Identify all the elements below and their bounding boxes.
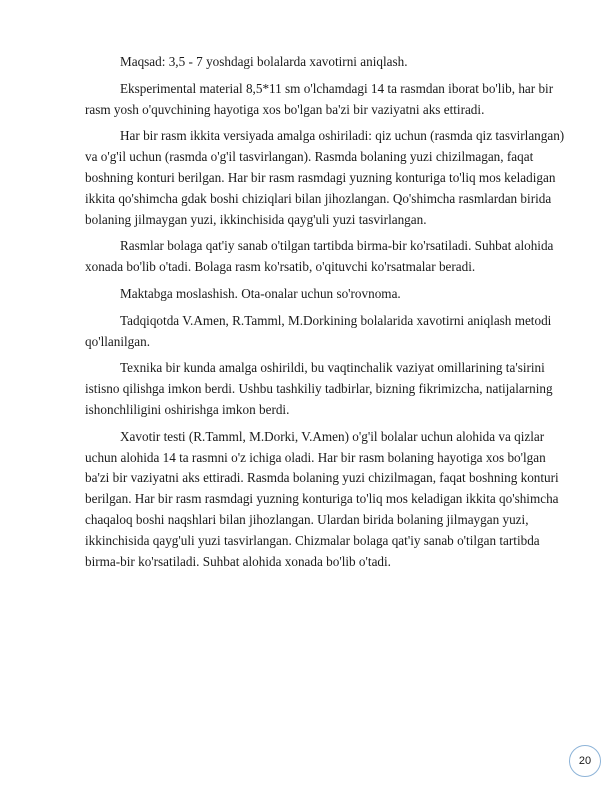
paragraph-versions: Har bir rasm ikkita versiyada amalga oshiriladi: qiz uchun (rasmda qiz tasvirlangan) va o'g'il uchun (rasmda o'g'il tasvirlangan). Rasmda bolaning yuzi chizilmagan, faqat boshning konturi berilgan. Har bir rasm rasmdagi yuzning konturiga to'liq mos keladigan ikkita qo'shimcha gdak boshi chiziqlari bilan jihozlangan. Qo'shimcha rasmlardan birida bolaning jilmaygan yuzi, ikkinchisida qayg'uli yuzi tasvirlangan. xyxy=(85,128,565,227)
paragraph-technique: Texnika bir kunda amalga oshirildi, bu vaqtinchalik vaziyat omillarining ta'sirini istisno qilishga imkon berdi. Ushbu tashkiliy tadbirlar, bizning fikrimizcha, natijalarning ishonchliligini oshirishga imkon berdi. xyxy=(85,360,553,417)
document-body xyxy=(85,52,569,578)
page-number: 20 xyxy=(578,755,592,767)
paragraph-questionnaire: Maktabga moslashish. Ota-onalar uchun so'rovnoma. xyxy=(120,285,401,301)
paragraph-material: Eksperimental material 8,5*11 sm o'lchamdagi 14 ta rasmdan iborat bo'lib, har bir rasm yosh o'quvchining hayotiga xos bo'lgan ba'zi bir vaziyatni aks ettiradi. xyxy=(85,80,554,117)
paragraph-anxiety-test: Xavotir testi (R.Tamml, M.Dorki, V.Amen) o'g'il bolalar uchun alohida va qizlar uchun alohida 14 ta rasmni o'z ichiga oladi. Har bir rasm bolaning hayotiga xos bo'lgan ba'zi bir vaziyatni aks ettiradi. Rasmda bolaning yuzi chizilmagan, faqat boshning konturi berilgan. Har bir rasm rasmdagi yuzning konturiga to'liq mos keladigan ikkita qo'shimcha chaqaloq boshi naqshlari bilan jihozlangan. Ulardan birida bolaning jilmaygan yuzi, ikkinchisida qayg'uli yuzi tasvirlangan. Chizmalar bolaga qat'iy sanab o'tilgan tartibda birma-bir ko'rsatiladi. Suhbat alohida xonada bo'lib o'tadi. xyxy=(85,428,559,569)
paragraph-method: Tadqiqotda V.Amen, R.Tamml, M.Dorkining bolalarida xavotirni aniqlash metodi qo'llanilgan. xyxy=(85,312,552,349)
paragraph-procedure: Rasmlar bolaga qat'iy sanab o'tilgan tartibda birma-bir ko'rsatiladi. Suhbat alohida xonada bo'lib o'tadi. Bolaga rasm ko'rsatib, o'qituvchi ko'rsatmalar beradi. xyxy=(85,238,554,275)
page-number-badge xyxy=(569,745,601,777)
paragraph-goal: Maqsad: 3,5 - 7 yoshdagi bolalarda xavotirni aniqlash. xyxy=(120,54,408,69)
